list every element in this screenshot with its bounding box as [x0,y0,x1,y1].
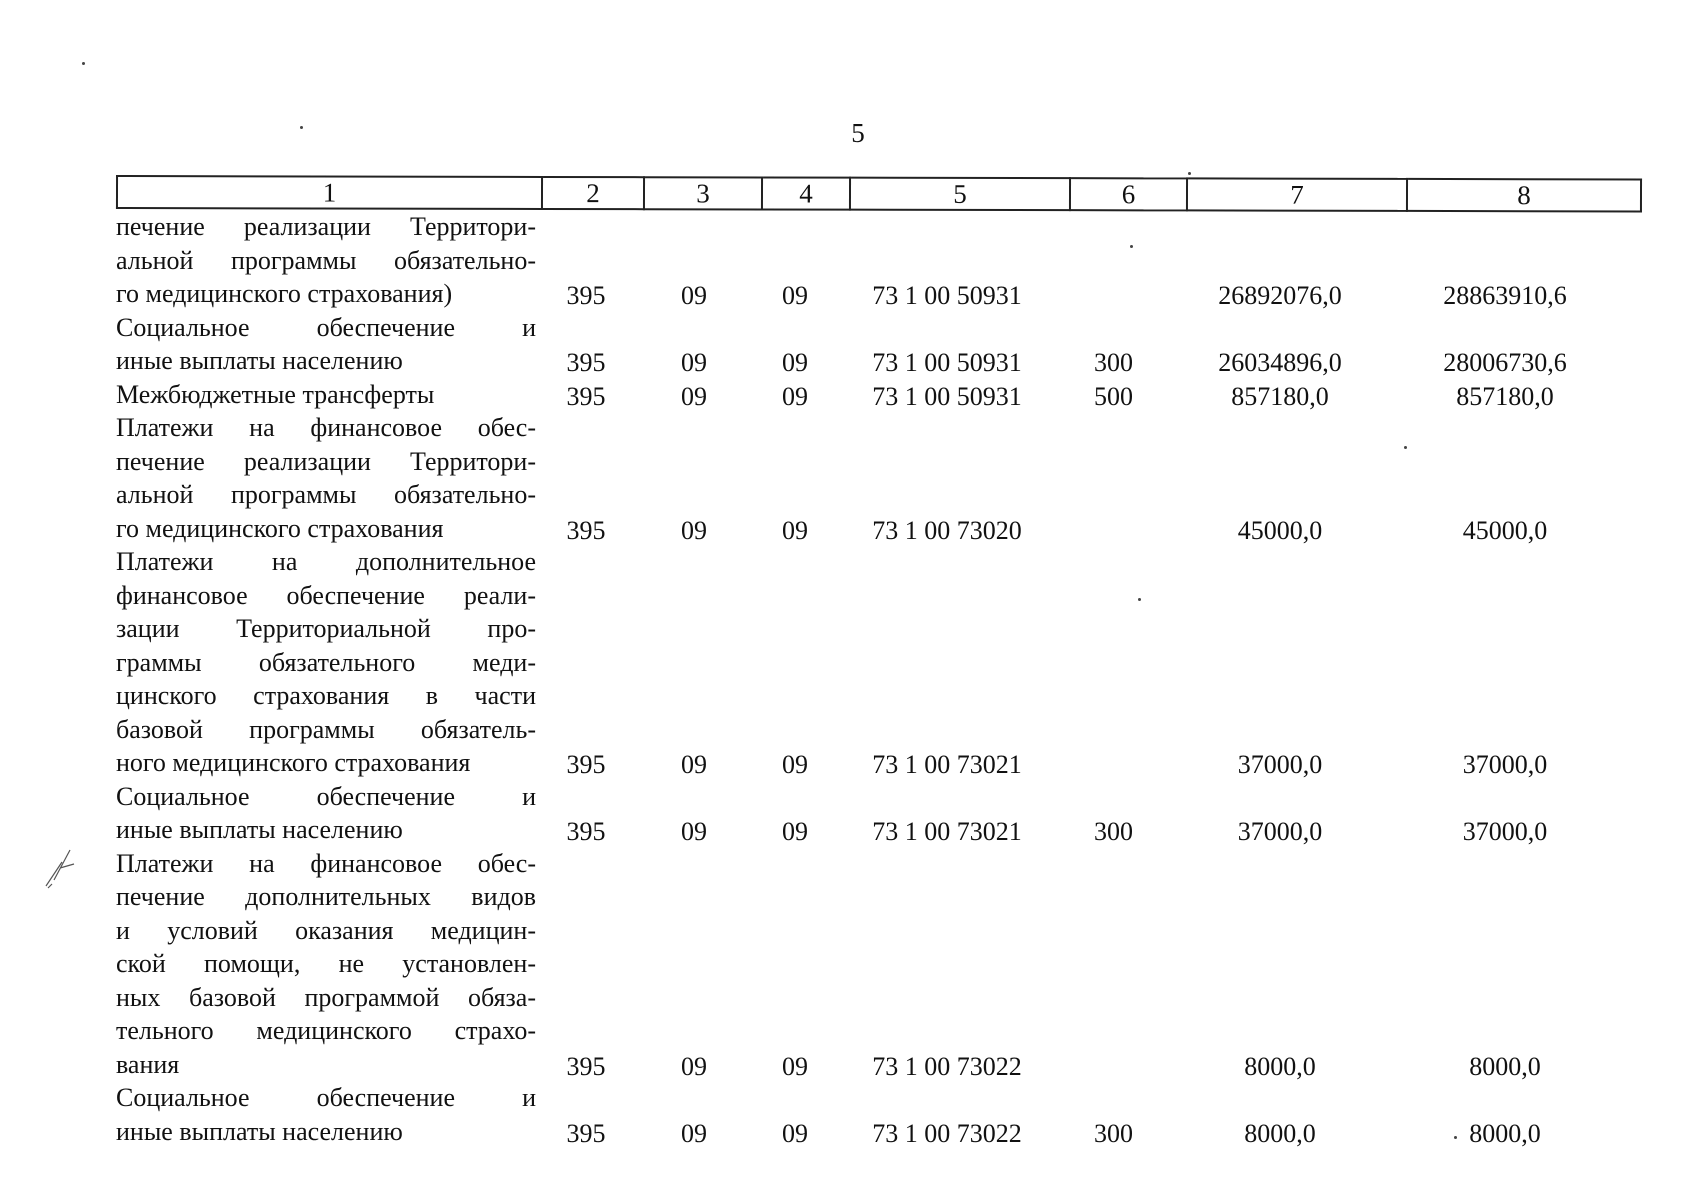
cell-column-3 [636,210,752,311]
table-row [116,311,1621,378]
cell-column-2 [536,311,636,378]
cell-column-2 [536,1081,636,1148]
cell-value: 09 [782,348,808,377]
table-row [116,780,1621,847]
cell-value: 37000,0 [1237,750,1323,779]
cell-value: 8000,0 [1469,1118,1541,1148]
cell-column-7 [1171,411,1389,545]
cell-column-4 [752,411,838,545]
margin-pen-mark [40,840,80,890]
cell-value: 09 [681,817,707,846]
cell-value: 45000,0 [1237,515,1323,545]
cell-column-3 [636,311,752,378]
column-header-7: 7 [1187,178,1407,210]
cell-value: 09 [782,1051,808,1081]
cell-value: 500 [1094,381,1133,411]
cell-column-5 [838,311,1056,378]
description-line: го медицинского страхования [116,513,444,543]
cell-column-6 [1056,411,1171,545]
cell-column-3 [636,378,752,412]
cell-value: 395 [566,381,606,411]
cell-value: 73 1 00 73021 [872,750,1022,779]
description-line: го медицинского страхования) [116,279,453,308]
column-header-2: 2 [542,177,644,209]
cell-value: 300 [1094,1118,1133,1148]
row-description [116,378,536,412]
description-line: печение дополнительных видов [116,882,536,911]
cell-column-8 [1389,780,1621,847]
cell-value: 09 [782,817,808,846]
cell-value: 09 [681,1051,707,1081]
description-line: зации Территориальной про- [116,614,536,643]
cell-value: 395 [566,750,606,779]
row-description [116,411,536,545]
cell-value: 395 [566,515,606,545]
cell-column-8 [1389,311,1621,378]
column-header-5: 5 [850,178,1070,210]
description-line: финансовое обеспечение реали- [116,580,536,610]
cell-value: 8000,0 [1244,1118,1316,1148]
cell-column-5 [838,378,1056,412]
column-header-row [117,176,1641,211]
cell-column-2 [536,847,636,1082]
cell-value: 73 1 00 73020 [872,515,1022,545]
cell-column-6 [1056,378,1171,412]
cell-value: 857180,0 [1456,381,1554,411]
cell-column-7 [1171,545,1389,780]
column-header-1: 1 [117,176,542,209]
cell-value: 09 [681,1118,707,1148]
cell-value: 395 [566,348,606,377]
description-line: печение реализации Территори- [116,446,536,476]
page-number: 5 [851,118,865,148]
cell-column-2 [536,378,636,412]
description-line: цинского страхования в части [116,681,536,710]
cell-value: 09 [681,750,707,779]
description-line: Социальное обеспечение и [116,312,536,342]
description-line: Социальное обеспечение и [116,781,536,811]
description-line: тельного медицинского страхо- [116,1016,536,1045]
row-description [116,780,536,847]
budget-table-body [116,210,1621,1148]
cell-value: 37000,0 [1462,817,1548,846]
description-line: ных базовой программой обяза- [116,982,536,1012]
cell-value: 857180,0 [1231,381,1329,411]
cell-column-6 [1056,545,1171,780]
column-header-3: 3 [644,177,762,209]
cell-column-4 [752,210,838,311]
cell-value: 26892076,0 [1218,281,1342,310]
cell-column-3 [636,1081,752,1148]
row-description [116,210,536,311]
cell-value: 8000,0 [1469,1051,1541,1081]
cell-value: 28006730,6 [1443,348,1567,377]
cell-column-6 [1056,210,1171,311]
cell-column-2 [536,545,636,780]
cell-column-6 [1056,847,1171,1082]
column-header-6: 6 [1070,178,1187,210]
cell-value: 8000,0 [1244,1051,1316,1081]
cell-column-3 [636,411,752,545]
cell-column-2 [536,411,636,545]
cell-column-5 [838,545,1056,780]
column-header-4: 4 [762,177,850,209]
cell-value: 395 [566,817,606,846]
cell-value: 09 [681,348,707,377]
cell-value: 73 1 00 73022 [872,1118,1022,1148]
cell-column-7 [1171,210,1389,311]
cell-value: 37000,0 [1462,750,1548,779]
cell-column-7 [1171,378,1389,412]
table-row [116,847,1621,1082]
description-line: альной программы обязательно- [116,245,536,275]
description-line: вания [116,1049,180,1079]
cell-value: 73 1 00 73022 [872,1051,1022,1081]
cell-value: 300 [1094,817,1133,846]
scan-speck [1188,172,1191,175]
cell-column-5 [838,780,1056,847]
cell-column-8 [1389,1081,1621,1148]
cell-column-8 [1389,847,1621,1082]
cell-column-3 [636,545,752,780]
description-line: Платежи на дополнительное [116,547,536,576]
column-header-8: 8 [1407,179,1641,212]
cell-column-4 [752,780,838,847]
column-header-table [116,175,1642,212]
cell-value: 73 1 00 50931 [872,281,1022,310]
cell-column-5 [838,1081,1056,1148]
cell-column-3 [636,780,752,847]
description-line: иные выплаты населению [116,346,403,375]
cell-column-7 [1171,780,1389,847]
row-description [116,847,536,1082]
cell-value: 09 [782,750,808,779]
row-description [116,545,536,780]
cell-column-5 [838,847,1056,1082]
description-line: ного медицинского страхования [116,748,471,777]
cell-value: 300 [1094,348,1133,377]
cell-column-5 [838,210,1056,311]
cell-value: 395 [566,281,606,310]
row-description [116,1081,536,1148]
scan-speck [1138,598,1141,601]
cell-value: 28863910,6 [1443,281,1567,310]
cell-value: 73 1 00 73021 [872,817,1022,846]
cell-column-2 [536,780,636,847]
table-row [116,378,1621,412]
description-line: Межбюджетные трансферты [116,379,435,409]
cell-value: 73 1 00 50931 [872,348,1022,377]
cell-value: 37000,0 [1237,817,1323,846]
description-line: иные выплаты населению [116,815,403,844]
cell-column-4 [752,378,838,412]
description-line: иные выплаты населению [116,1116,403,1146]
description-line: Платежи на финансовое обес- [116,848,536,878]
cell-column-6 [1056,311,1171,378]
cell-column-6 [1056,780,1171,847]
cell-value: 09 [782,515,808,545]
description-line: Платежи на финансовое обес- [116,413,536,442]
row-description [116,311,536,378]
description-line: печение реализации Территори- [116,212,536,241]
cell-column-3 [636,847,752,1082]
cell-column-5 [838,411,1056,545]
cell-column-8 [1389,210,1621,311]
cell-column-4 [752,545,838,780]
description-line: ской помощи, не установлен- [116,949,536,978]
description-line: граммы обязательного меди- [116,647,536,677]
cell-value: 09 [782,381,808,411]
cell-value: 09 [782,1118,808,1148]
cell-column-4 [752,1081,838,1148]
cell-column-8 [1389,545,1621,780]
cell-column-7 [1171,847,1389,1082]
description-line: базовой программы обязатель- [116,714,536,744]
cell-value: 09 [681,515,707,545]
scan-speck [300,126,303,129]
cell-column-7 [1171,311,1389,378]
cell-column-4 [752,311,838,378]
scan-speck [82,62,85,65]
scan-speck [1130,245,1133,248]
cell-value: 09 [681,381,707,411]
cell-column-8 [1389,378,1621,412]
description-line: Социальное обеспечение и [116,1083,536,1112]
description-line: и условий оказания медицин- [116,915,536,945]
table-rows [116,210,1621,1148]
cell-value: 395 [566,1051,606,1081]
cell-value: 09 [782,281,808,310]
table-row [116,545,1621,780]
table-row [116,411,1621,545]
cell-value: 45000,0 [1462,515,1548,545]
cell-column-7 [1171,1081,1389,1148]
cell-column-8 [1389,411,1621,545]
table-row [116,210,1621,311]
cell-column-4 [752,847,838,1082]
cell-column-6 [1056,1081,1171,1148]
cell-value: 395 [566,1118,606,1148]
cell-column-2 [536,210,636,311]
cell-value: 26034896,0 [1218,348,1342,377]
scan-speck [1454,1136,1457,1139]
cell-value: 09 [681,281,707,310]
table-row [116,1081,1621,1148]
description-line: альной программы обязательно- [116,480,536,509]
scan-speck [1404,446,1407,449]
cell-value: 73 1 00 50931 [872,381,1022,411]
